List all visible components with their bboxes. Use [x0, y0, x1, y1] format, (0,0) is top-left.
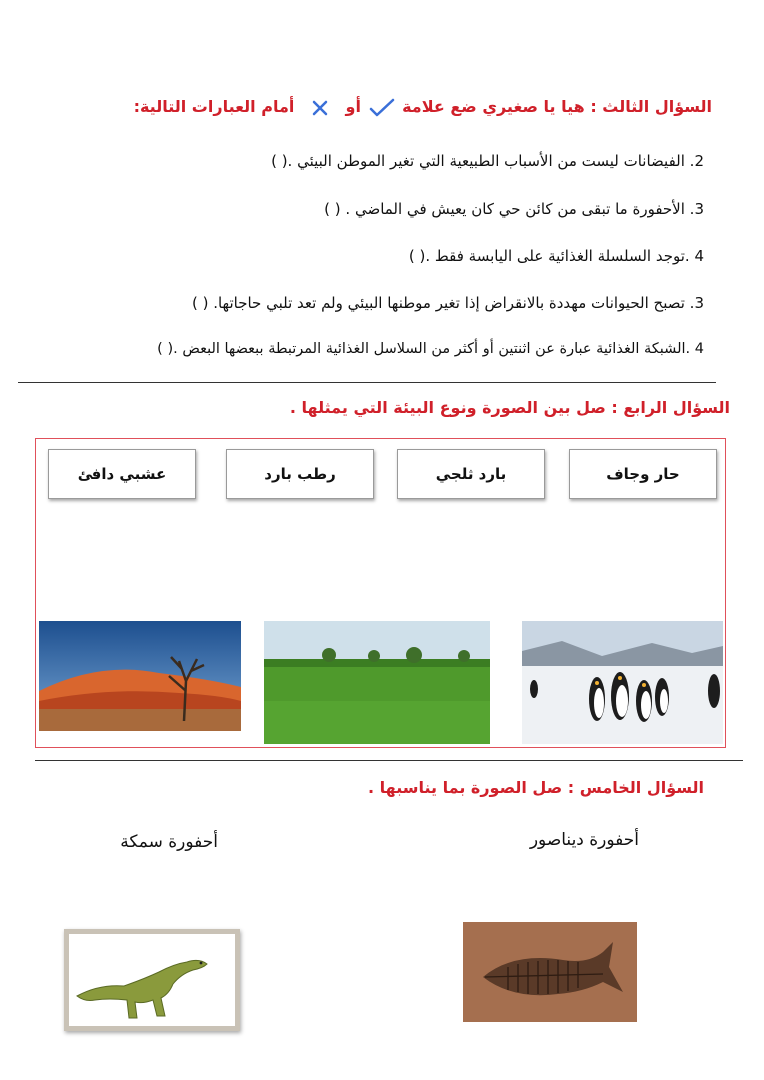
q3-statement-3: 4 .توجد السلسلة الغذائية على اليابسة فقط .( ) [408, 247, 704, 265]
divider-2 [35, 760, 743, 761]
fish-fossil-picture[interactable] [463, 922, 637, 1022]
env-box-wet-cold[interactable]: رطب بارد [226, 449, 374, 499]
env-box-grassy-warm[interactable]: عشبي دافئ [48, 449, 196, 499]
q3-statement-5: 4 .الشبكة الغذائية عبارة عن اثنتين أو أكثر من السلاسل الغذائية المرتبطة ببعضها البعض .( ) [157, 341, 704, 357]
dinosaur-picture[interactable] [64, 929, 240, 1031]
q3-statement-4: 3. تصبح الحيوانات مهددة بالانقراض إذا تغير موطنها البيئي ولم تعد تلبي حاجاتها. ( ) [191, 294, 704, 312]
q4-title: السؤال الرابع : صل بين الصورة ونوع البيئة التي يمثلها . [289, 398, 730, 417]
desert-photo[interactable] [39, 621, 241, 731]
label-fish-fossil: أحفورة سمكة [120, 832, 218, 852]
penguins-photo[interactable] [522, 621, 723, 744]
divider-1 [18, 382, 716, 383]
check-icon [369, 98, 395, 118]
label-dinosaur-fossil: أحفورة ديناصور [529, 830, 639, 850]
q5-title: السؤال الخامس : صل الصورة بما يناسبها . [367, 778, 704, 797]
env-box-hot-dry[interactable]: حار وجاف [569, 449, 717, 499]
q3-title: السؤال الثالث : هيا يا صغيري ضع علامة أو أمام العبارات التالية: [133, 97, 712, 116]
grassland-photo[interactable] [264, 621, 490, 744]
q3-statement-2: 3. الأحفورة ما تبقى من كائن حي كان يعيش في الماضي . ( ) [324, 200, 704, 218]
q3-statement-1: 2. الفيضانات ليست من الأسباب الطبيعية التي تغير الموطن البيئي .( ) [271, 152, 704, 170]
env-box-cold-snowy[interactable]: بارد ثلجي [397, 449, 545, 499]
cross-icon [310, 98, 330, 118]
